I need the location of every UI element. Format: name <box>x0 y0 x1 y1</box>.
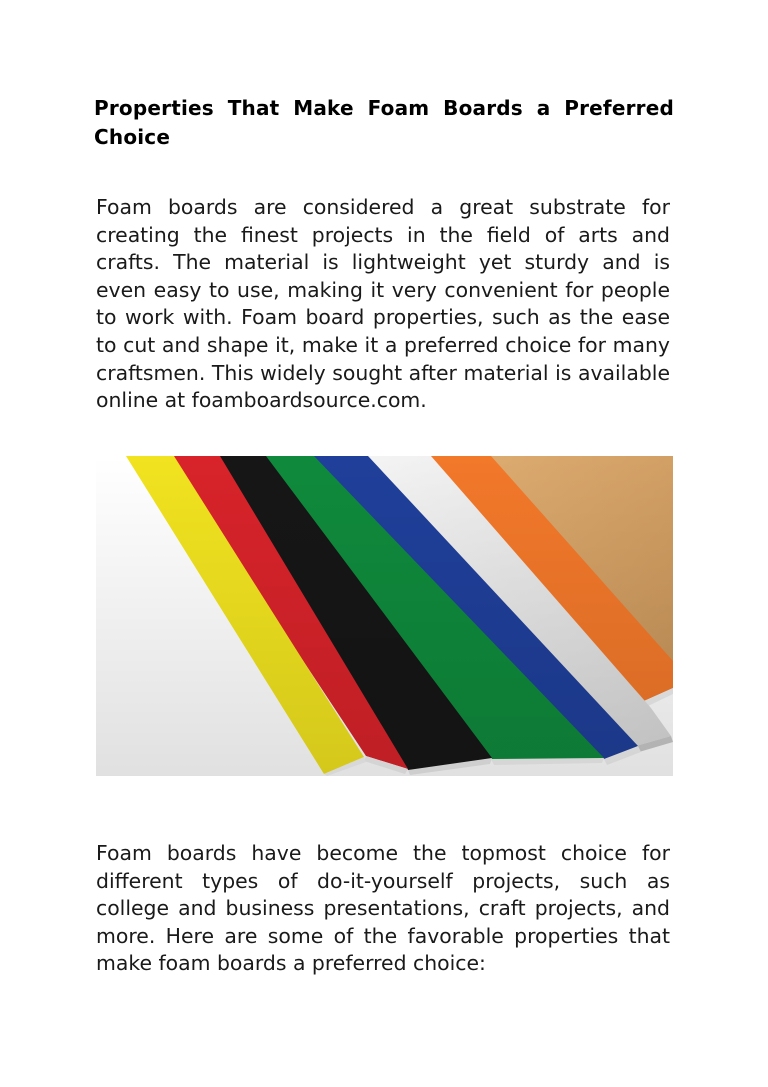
intro-paragraph: Foam boards are considered a great substrate for creating the finest projects in the field of arts and crafts. The material is lightweight yet sturdy and is even easy to use, making it very convenient for people to work with. Foam board properties, such as the ease to cut and shape it, make it a preferred choice for many craftsmen. This widely sought after material is available online at foamboardsource.com. <box>96 195 670 413</box>
page-title: Properties That Make Foam Boards a Preferred Choice <box>94 96 674 149</box>
favorable-properties-paragraph: Foam boards have become the topmost choice for different types of do-it-yourself projects, such as college and business presentations, craft projects, and more. Here are some of the favorable properties that make foam boards a preferred choice: <box>96 841 670 976</box>
foam-boards-image <box>96 456 673 776</box>
green-board-edge <box>491 758 604 765</box>
